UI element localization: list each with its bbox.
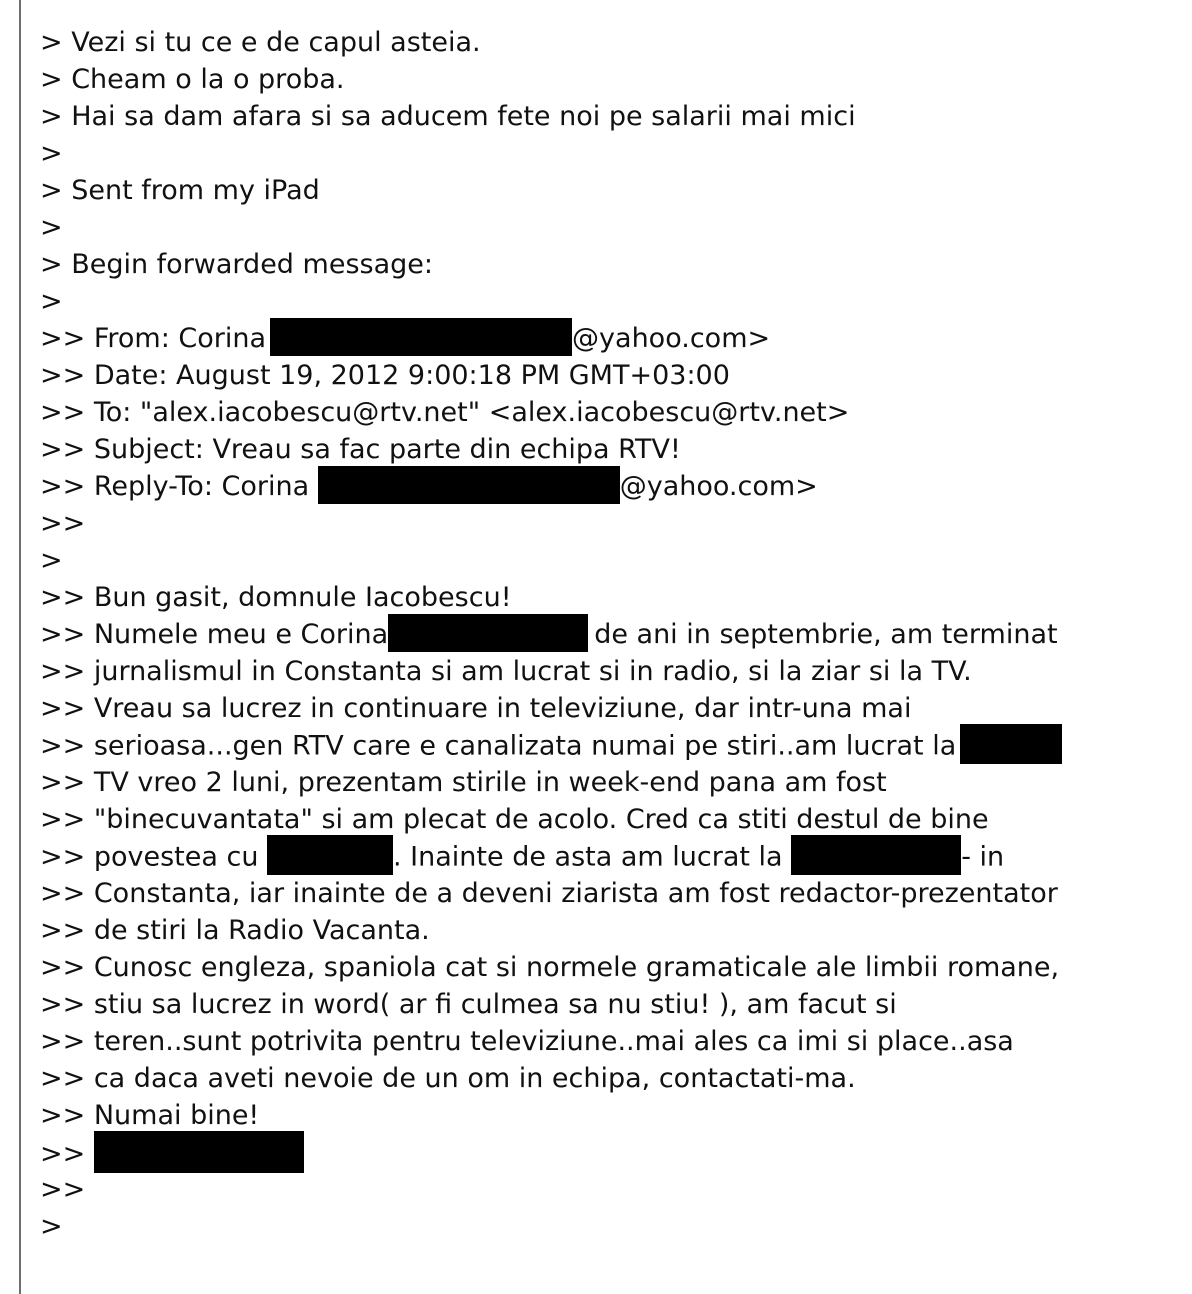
header-from-suffix: @yahoo.com>	[572, 323, 771, 354]
body-line: >> teren..sunt potrivita pentru televiziune..mai ales ca imi si place..asa	[40, 1026, 1014, 1057]
header-subject: >> Subject: Vreau sa fac parte din echipa RTV!	[40, 434, 681, 465]
body-line: >> stiu sa lucrez in word( ar fi culmea sa nu stiu! ), am facut si	[40, 989, 897, 1020]
body-line	[40, 838, 1180, 875]
body-greeting: >> Bun gasit, domnule Iacobescu!	[40, 582, 512, 613]
forward-note-line: > Vezi si tu ce e de capul asteia.	[40, 27, 481, 58]
body-text: >> povestea cu	[40, 841, 268, 873]
body-line	[40, 727, 1180, 764]
email-body	[40, 24, 1180, 1245]
trailer-line: >	[40, 1211, 63, 1242]
header-to: >> To: "alex.iacobescu@rtv.net" <alex.iacobescu@rtv.net>	[40, 397, 850, 428]
redaction-block	[318, 466, 620, 504]
body-line: >> ca daca aveti nevoie de un om in echipa, contactati-ma.	[40, 1063, 856, 1094]
body-closing: >> Numai bine!	[40, 1100, 260, 1131]
header-date: >> Date: August 19, 2012 9:00:18 PM GMT+03:00	[40, 360, 730, 391]
trailer-line: >>	[40, 1174, 86, 1205]
header-reply-to	[40, 468, 1180, 505]
forward-note-line: > Begin forwarded message:	[40, 249, 433, 280]
redaction-block	[388, 614, 588, 652]
body-signature	[40, 1134, 1180, 1171]
body-text: de ani in septembrie, am terminat	[594, 619, 1058, 650]
redaction-block	[94, 1131, 304, 1173]
separator-line: >>	[40, 508, 86, 539]
body-line: >> TV vreo 2 luni, prezentam stirile in week-end pana am fost	[40, 767, 887, 798]
body-text: . Inainte de asta am lucrat la	[393, 841, 792, 873]
header-reply-to-suffix: @yahoo.com>	[619, 471, 818, 502]
body-text: >> Numele meu e Corina	[40, 619, 389, 650]
forward-note-line: > Hai sa dam afara si sa aducem fete noi pe salarii mai mici	[40, 101, 856, 132]
forward-note-line: >	[40, 286, 63, 317]
body-text: >>	[40, 1138, 94, 1170]
body-line: >> jurnalismul in Constanta si am lucrat si in radio, si la ziar si la TV.	[40, 656, 972, 687]
body-line: >> Vreau sa lucrez in continuare in televiziune, dar intr-una mai	[40, 693, 912, 724]
separator-line: >	[40, 545, 63, 576]
forward-note-line: > Cheam o la o proba.	[40, 64, 345, 95]
body-line: >> Cunosc engleza, spaniola cat si normele gramaticale ale limbii romane,	[40, 952, 1060, 983]
body-line: >> "binecuvantata" si am plecat de acolo. Cred ca stiti destul de bine	[40, 804, 989, 835]
body-text: >> serioasa...gen RTV care e canalizata numai pe stiri..am lucrat la	[40, 730, 957, 762]
header-from-prefix: >> From: Corina	[40, 323, 267, 354]
redaction-block	[267, 835, 393, 875]
redaction-block	[791, 835, 961, 875]
header-from	[40, 320, 1180, 357]
header-reply-to-prefix: >> Reply-To: Corina	[40, 471, 318, 502]
redaction-block	[960, 724, 1062, 764]
forward-note-line: >	[40, 138, 63, 169]
body-line: >> de stiri la Radio Vacanta.	[40, 915, 430, 946]
body-line: >> Constanta, iar inainte de a deveni ziarista am fost redactor-prezentator	[40, 878, 1058, 909]
body-text: - in	[961, 841, 1005, 873]
quote-border	[19, 0, 21, 1294]
body-line	[40, 616, 1180, 653]
redaction-block	[270, 318, 572, 356]
forward-note-line: >	[40, 212, 63, 243]
forward-note-line: > Sent from my iPad	[40, 175, 320, 206]
